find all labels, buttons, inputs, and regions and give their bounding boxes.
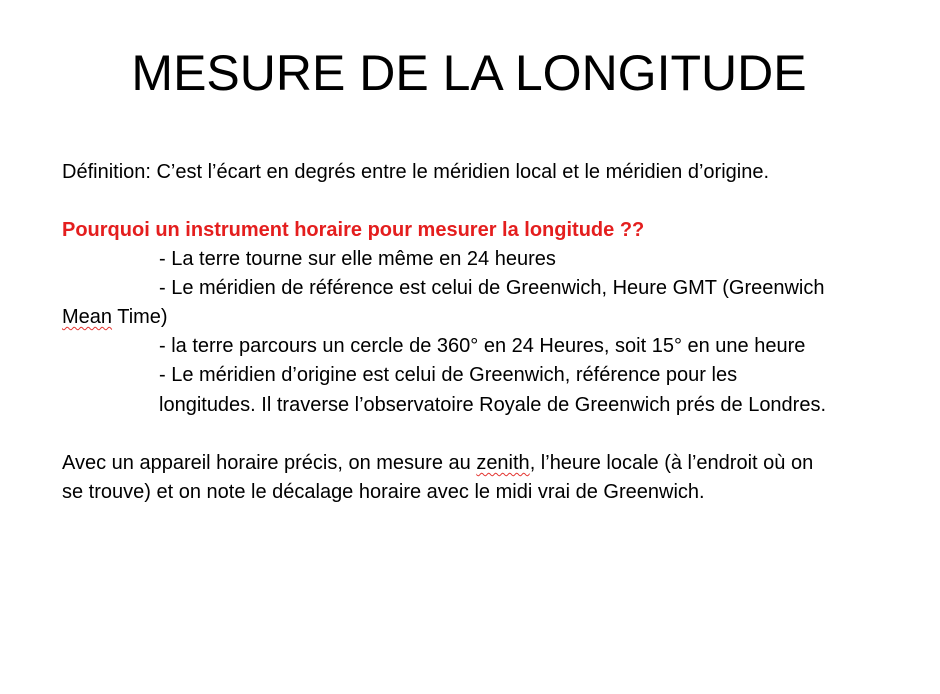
bullet-reference-meridian-line1: - Le méridien de référence est celui de Greenwich, Heure GMT (Greenwich bbox=[159, 277, 825, 299]
spellcheck-word: Mean bbox=[62, 306, 113, 328]
conclusion-line2: se trouve) et on note le décalage horaire avec le midi vrai de Greenwich. bbox=[62, 481, 705, 503]
bullet-reference-meridian-line2 bbox=[62, 303, 168, 332]
bullet-rotation: - La terre tourne sur elle même en 24 heures bbox=[159, 248, 556, 270]
bullet-origin-meridian-line2: longitudes. Il traverse l’observatoire Royale de Greenwich prés de Londres. bbox=[159, 394, 827, 416]
text-fragment: Time) bbox=[112, 306, 168, 328]
text-fragment: Avec un appareil horaire précis, on mesure au bbox=[62, 452, 477, 474]
conclusion-line1 bbox=[62, 449, 813, 478]
definition-text: Définition: C’est l’écart en degrés entre le méridien local et le méridien d’origine. bbox=[62, 161, 770, 183]
spellcheck-word: zenith bbox=[476, 452, 530, 474]
bullet-origin-meridian-line1: - Le méridien d’origine est celui de Greenwich, référence pour les bbox=[159, 364, 738, 386]
slide-title: MESURE DE LA LONGITUDE bbox=[131, 45, 807, 101]
text-fragment: , l’heure locale (à l’endroit où on bbox=[529, 452, 814, 474]
bullet-circle-degrees: - la terre parcours un cercle de 360° en 24 Heures, soit 15° en une heure bbox=[159, 335, 806, 357]
question-heading: Pourquoi un instrument horaire pour mesurer la longitude ?? bbox=[62, 219, 645, 241]
